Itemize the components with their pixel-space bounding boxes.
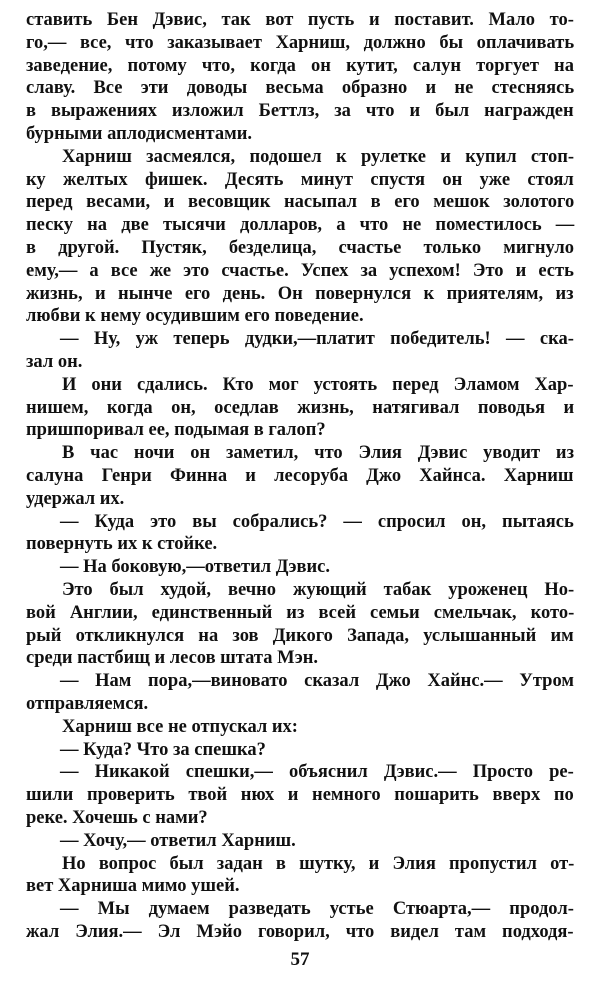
text-line: в выражениях изложил Беттлз, за что и был награжден [26, 101, 574, 122]
text-line: повернуть их к стойке. [26, 534, 218, 555]
text-line: славу. Все эти доводы весьма образно и не стесняясь [26, 78, 575, 99]
text-line: И они сдались. Кто мог устоять перед Эламом Хар- [62, 374, 574, 395]
text-line: — Куда? Что за спешка? [60, 739, 266, 760]
text-line: — Куда это вы собрались? — спросил он, пытаясь [60, 511, 574, 532]
text-line: го,— все, что заказывает Харниш, должно бы оплачивать [26, 32, 575, 53]
text-line: шили проверить твой нюх и немного пошарить вверх по [26, 785, 574, 806]
page-number: 57 [290, 949, 310, 970]
text-line: песку на две тысячи долларов, а что не поместилось — [26, 215, 575, 236]
text-line: ку желтых фишек. Десять минут спустя он уже стоял [26, 169, 574, 190]
text-line: пришпоривал ее, подымая в галоп? [26, 420, 326, 441]
text-line: бурными аплодисментами. [26, 124, 252, 144]
text-line: жал Элия.— Эл Мэйо говорил, что видел там подходя- [26, 922, 574, 942]
text-line: Но вопрос был задан в шутку, и Элия пропустил от- [62, 853, 575, 874]
text-line: реке. Хочешь с нами? [26, 808, 208, 828]
text-line: ему,— а все же это счастье. Успех за успехом! Это и есть [26, 260, 574, 281]
text-line: заведение, потому что, когда он кутит, салун торгует на [26, 55, 574, 76]
text-line: — Хочу,— ответил Харниш. [60, 830, 296, 851]
text-line: — Ну, уж теперь дудки,—платит победитель! — ска- [60, 329, 574, 350]
text-line: нишем, когда он, оседлав жизнь, натягивал поводья и [26, 397, 575, 418]
text-line: Это был худой, вечно жующий табак уроженец Но- [62, 580, 575, 600]
text-line: Харниш засмеялся, подошел к рулетке и купил стоп- [62, 146, 575, 167]
text-line: — На боковую,—ответил Дэвис. [60, 557, 330, 578]
text-line: — Мы думаем разведать устье Стюарта,— продол- [60, 899, 574, 920]
text-line: зал он. [26, 352, 83, 372]
text-line: среди пастбищ и лесов штата Мэн. [26, 648, 319, 669]
text-line: — Нам пора,—виновато сказал Джо Хайнс.— Утром [60, 671, 574, 692]
text-line: отправляемся. [26, 694, 149, 714]
text-line: Харниш все не отпускал их: [62, 716, 298, 737]
text-line: В час ночи он заметил, что Элия Дэвис уводит из [62, 443, 575, 464]
text-line: жизнь, и нынче его день. Он повернулся к приятелям, из [26, 283, 574, 304]
text-line: ставить Бен Дэвис, так вот пусть и поставит. Мало то- [26, 10, 574, 30]
text-line: любви к нему осудившим его поведение. [26, 306, 364, 327]
text-line: перед весами, и весовщик насыпал в его мешок золотого [26, 192, 575, 213]
text-line: вой Англии, единственный из всей семьи смельчак, кото- [26, 602, 575, 623]
text-line: в другой. Пустяк, безделица, счастье только мигнуло [26, 238, 574, 258]
text-line: рый откликнулся на зов Дикого Запада, услышанный им [26, 625, 574, 646]
text-line: салуна Генри Финна и лесоруба Джо Хайнса. Харниш [26, 466, 574, 486]
text-line: — Никакой спешки,— объяснил Дэвис.— Просто ре- [60, 762, 574, 783]
text-line: вет Харниша мимо ушей. [26, 876, 240, 897]
text-line: удержал их. [26, 488, 125, 509]
